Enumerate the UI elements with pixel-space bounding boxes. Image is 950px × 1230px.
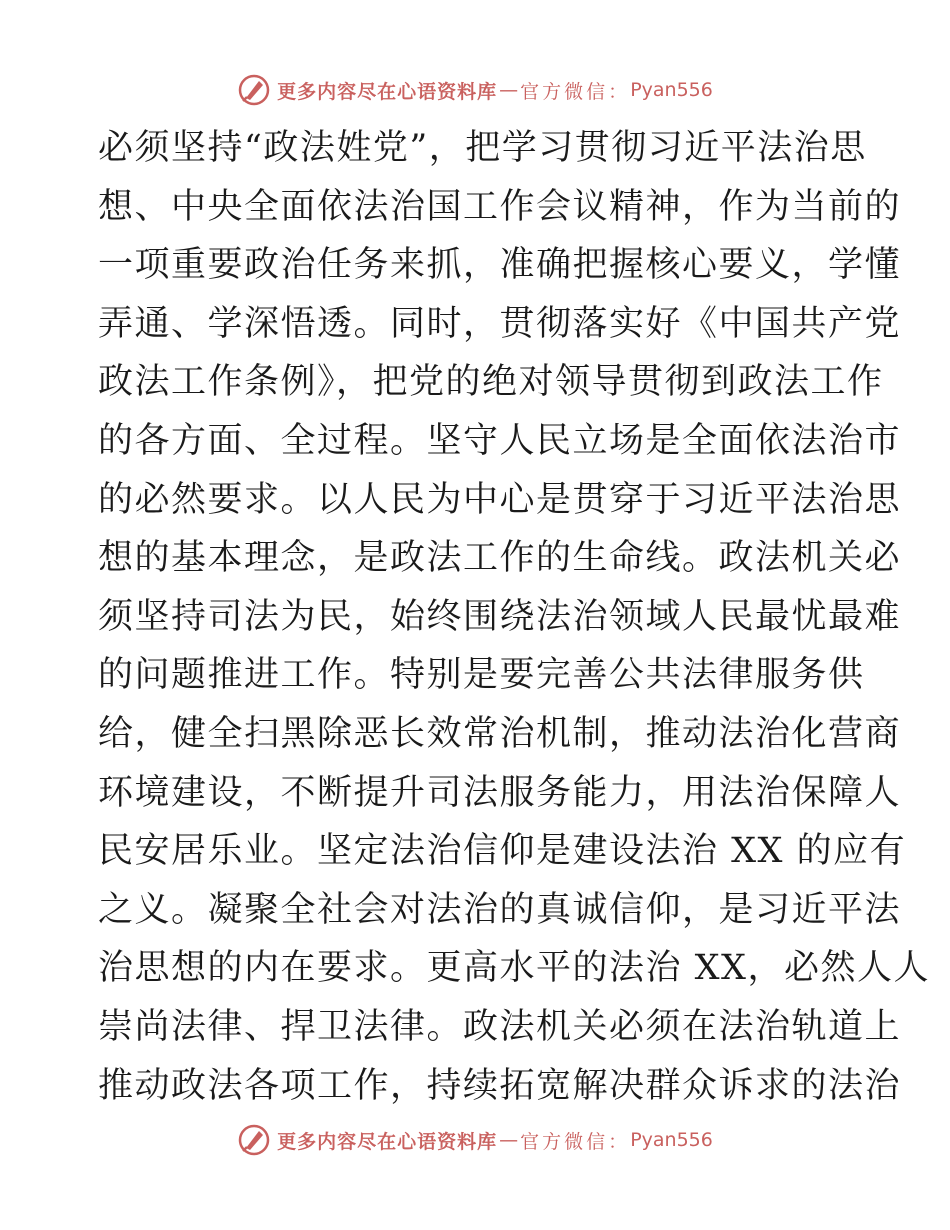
footer-banner-wechat-id: Pyan556 (630, 1129, 713, 1151)
footer-banner (0, 1120, 950, 1160)
text-line: 弄通、学深悟透。同时，贯彻落实好《中国共产党 (98, 303, 902, 344)
text-line: 推动政法各项工作，持续拓宽解决群众诉求的法治 (98, 1065, 902, 1106)
header-banner-wechat-id: Pyan556 (630, 79, 713, 101)
quill-logo-icon (237, 73, 271, 107)
text-line: 想、中央全面依法治国工作会议精神，作为当前的 (98, 186, 902, 227)
header-banner-title: 更多内容尽在心语资料库 (277, 80, 498, 103)
text-line: 政法工作条例》，把党的绝对领导贯彻到政法工作 (98, 362, 884, 403)
footer-banner-wechat-label: 官方微信： (520, 1130, 631, 1153)
body-text (98, 119, 930, 1115)
text-line: 环境建设，不断提升司法服务能力，用法治保障人 (98, 772, 902, 813)
text-line: 一项重要政治任务来抓，准确把握核心要义，学懂 (98, 245, 902, 286)
text-line: 须坚持司法为民，始终围绕法治领域人民最忧最难 (98, 596, 902, 637)
text-line: 的必然要求。以人民为中心是贯穿于习近平法治思 (98, 479, 902, 520)
header-banner-dash: — (499, 79, 519, 101)
text-line: 之义。凝聚全社会对法治的真诚信仰，是习近平法 (98, 889, 902, 930)
text-line: 崇尚法律、捍卫法律。政法机关必须在法治轨道上 (98, 1006, 902, 1047)
header-banner (0, 70, 950, 110)
header-banner-wechat-label: 官方微信： (520, 80, 631, 103)
footer-banner-title: 更多内容尽在心语资料库 (277, 1130, 498, 1153)
text-line: 治思想的内在要求。更高水平的法治 XX，必然人人 (98, 948, 930, 989)
text-line: 的问题推进工作。特别是要完善公共法律服务供 (98, 655, 865, 696)
text-line: 民安居乐业。坚定法治信仰是建设法治 XX 的应有 (98, 831, 907, 872)
footer-banner-dash: — (499, 1129, 519, 1151)
quill-logo-icon (237, 1123, 271, 1157)
text-line: 想的基本理念，是政法工作的生命线。政法机关必 (98, 538, 902, 579)
text-line: 必须坚持“政法姓党”，把学习贯彻习近平法治思 (98, 128, 867, 168)
text-line: 给，健全扫黑除恶长效常治机制，推动法治化营商 (98, 713, 902, 754)
text-line: 的各方面、全过程。坚守人民立场是全面依法治市 (98, 420, 902, 461)
